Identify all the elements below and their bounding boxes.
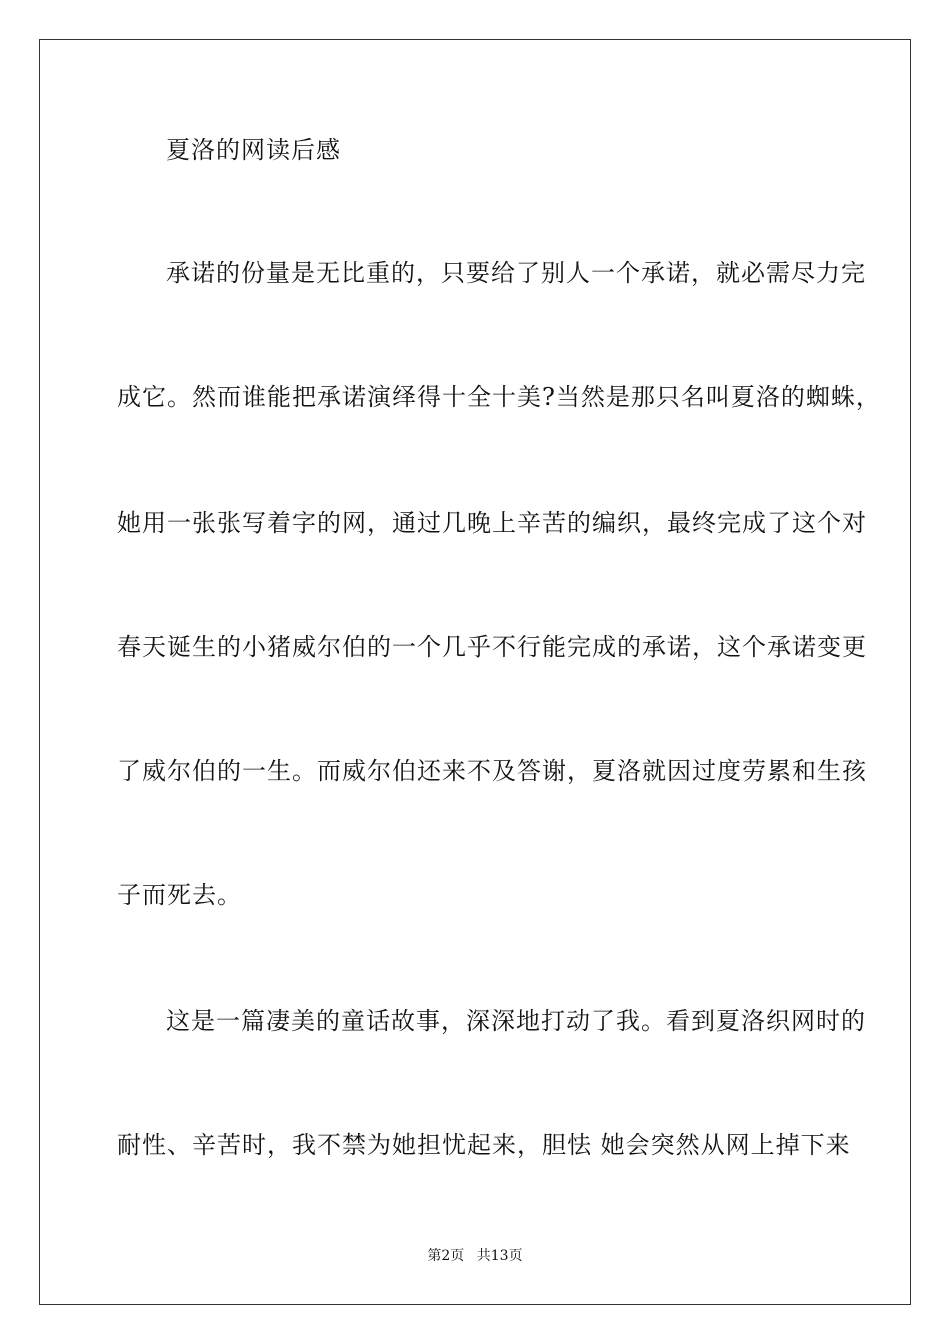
paragraph-line: 她用一张张写着字的网，通过几晚上辛苦的编织，最终完成了这个对 [117,509,867,537]
page-border [39,39,911,1305]
paragraph-line: 春天诞生的小猪威尔伯的一个几乎不行能完成的承诺，这个承诺变更 [117,633,867,661]
page-number: 第2页 [427,1248,465,1264]
paragraph-line: 承诺的份量是无比重的，只要给了别人一个承诺，就必需尽力完 [166,259,866,287]
paragraph-line: 子而死去。 [117,881,242,909]
paragraph-line: 耐性、辛苦时，我不禁为她担忧起来，胆怯 她会突然从网上掉下来 [117,1131,851,1159]
paragraph-line: 成它。然而谁能把承诺演绎得十全十美?当然是那只名叫夏洛的蜘蛛， [117,383,881,411]
page-footer [0,1247,950,1265]
paragraph-line: 这是一篇凄美的童话故事，深深地打动了我。看到夏洛织网时的 [166,1007,866,1035]
document-title: 夏洛的网读后感 [166,136,341,164]
page-total: 共13页 [476,1248,523,1264]
paragraph-line: 了威尔伯的一生。而威尔伯还来不及答谢，夏洛就因过度劳累和生孩 [117,757,867,785]
